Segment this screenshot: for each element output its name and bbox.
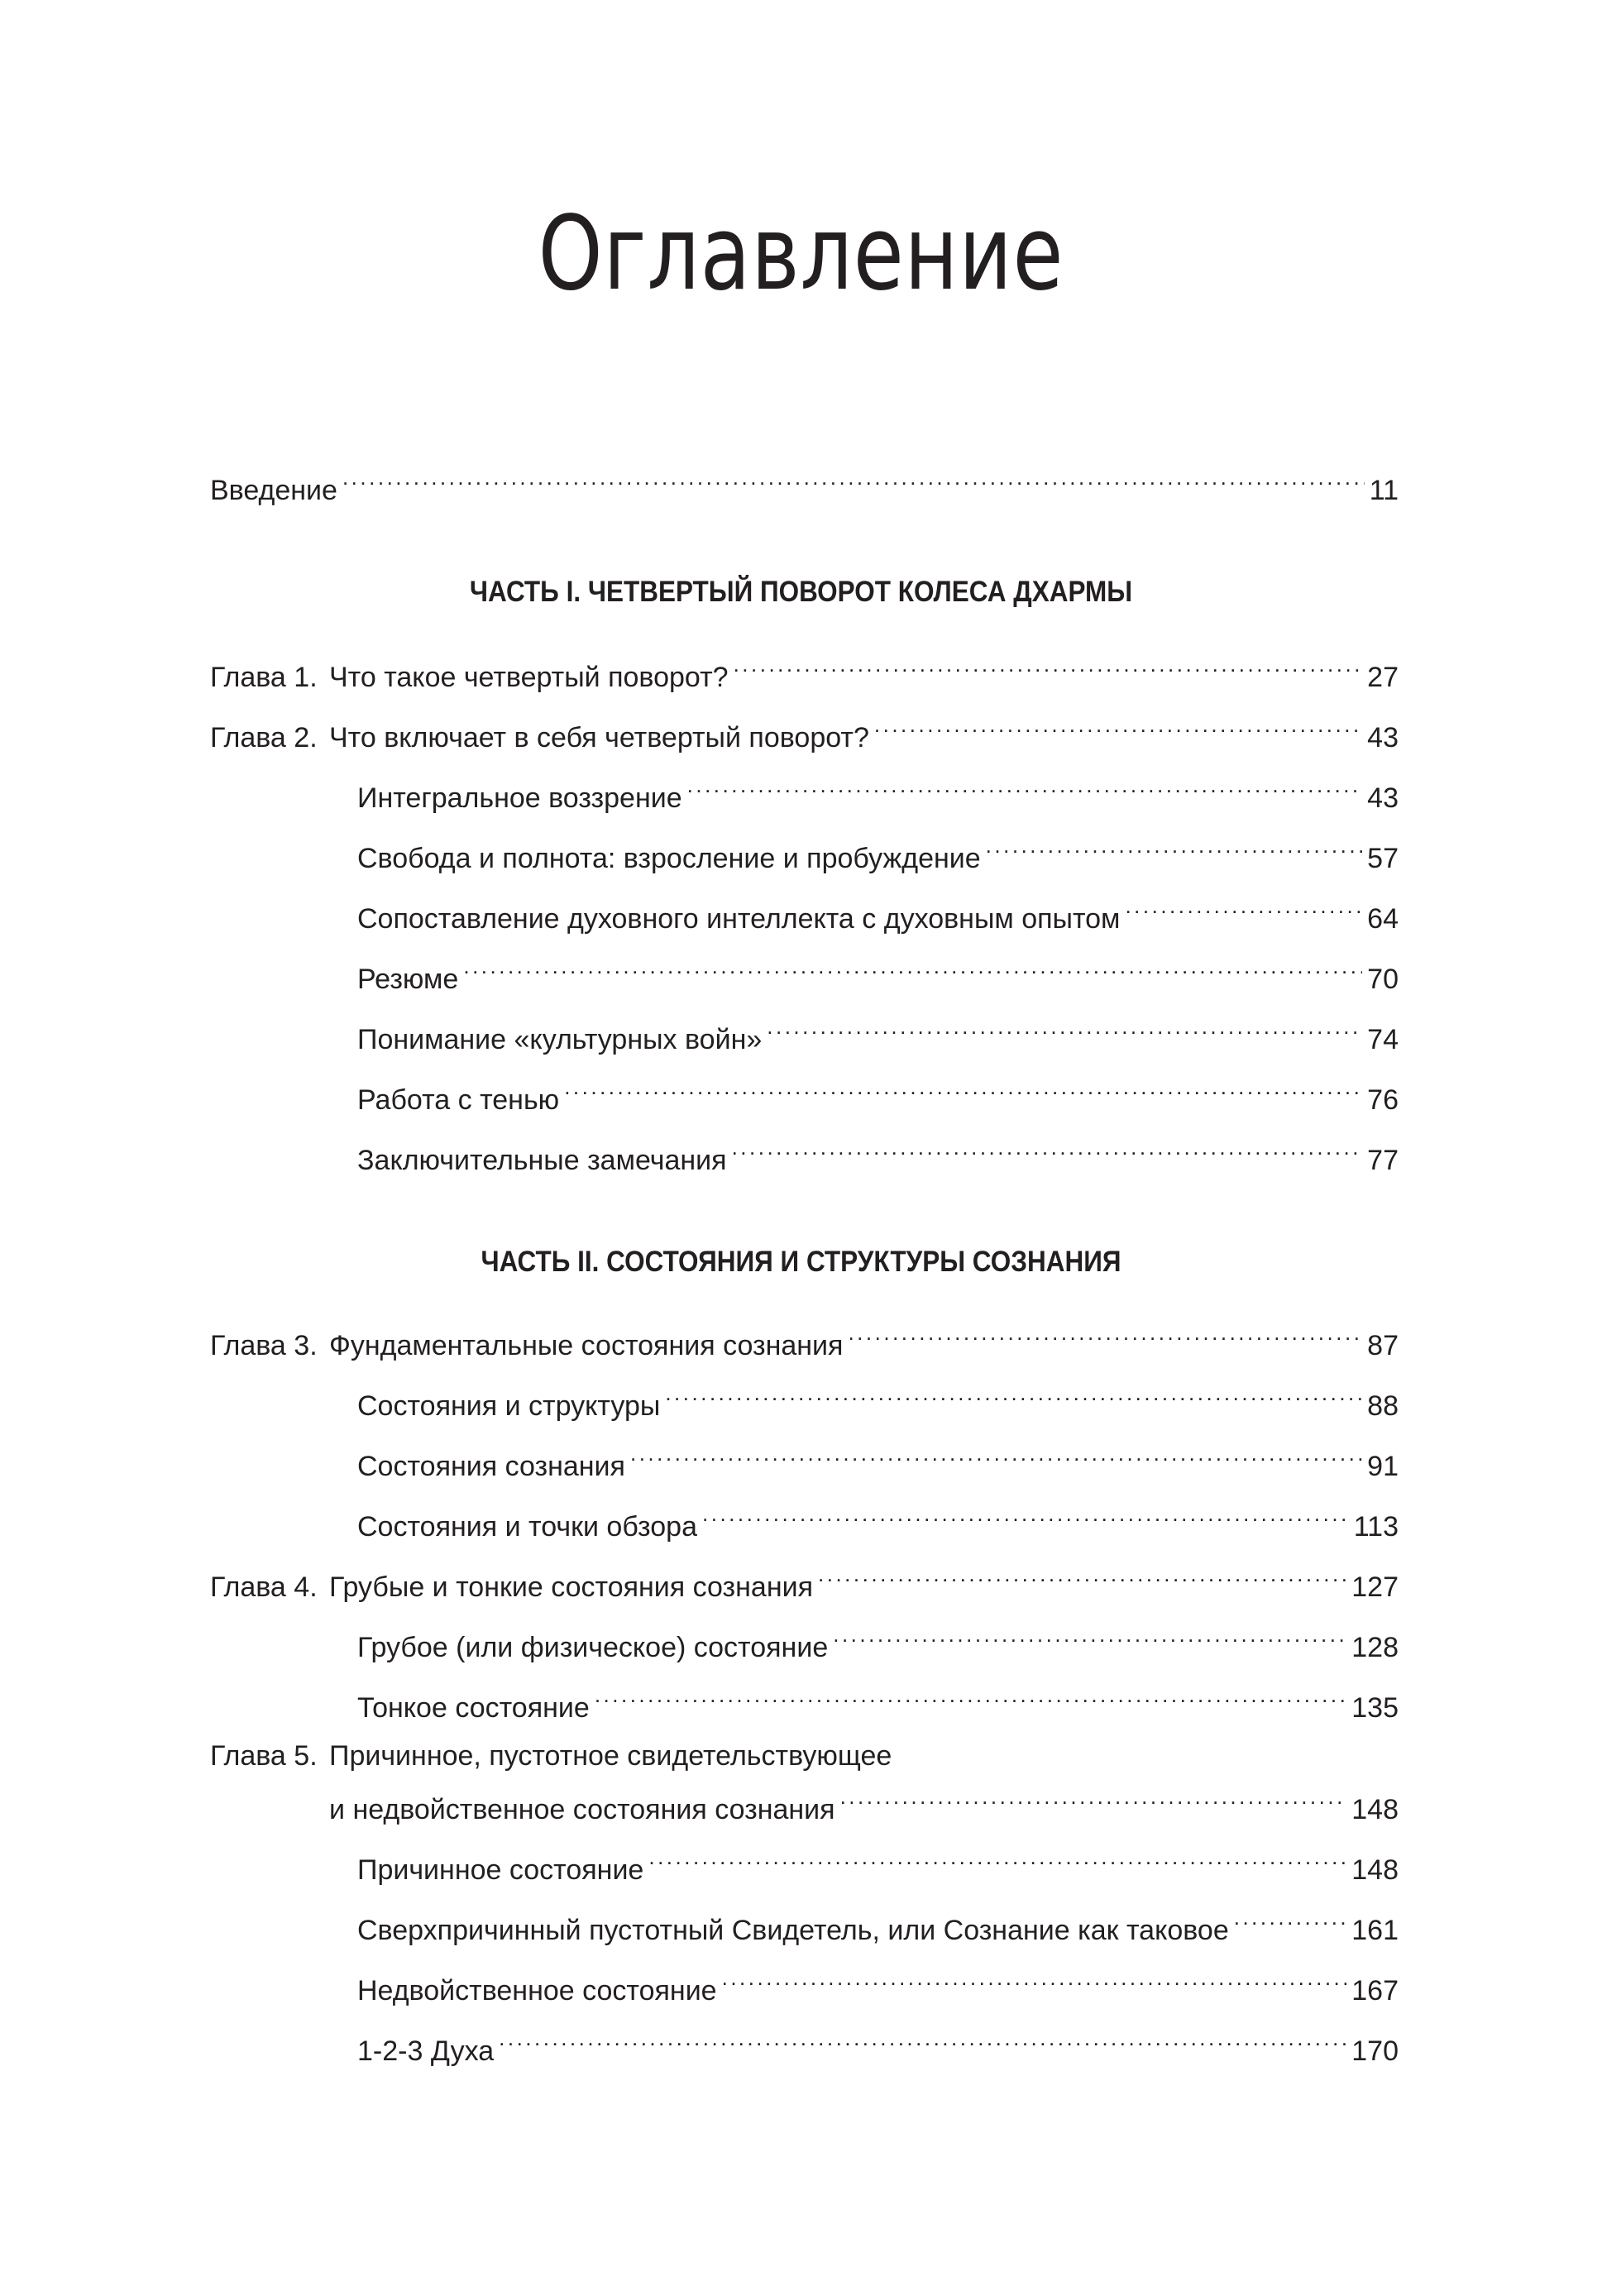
toc-entry-title: Работа с тенью	[357, 1084, 560, 1116]
toc-entry-title: Понимание «культурных войн»	[357, 1024, 763, 1055]
dot-leader	[595, 1674, 1346, 1717]
toc-section	[357, 764, 1399, 814]
toc-page-number: 64	[1367, 903, 1399, 935]
toc-section	[357, 1372, 1399, 1422]
toc-section	[357, 1836, 1399, 1886]
toc-page-number: 27	[1367, 662, 1399, 693]
toc-entry-chapter-5-continued	[329, 1776, 1399, 1825]
toc-entry-title: Что включает в себя четвертый поворот?	[329, 722, 869, 753]
toc-page-number: 128	[1351, 1632, 1399, 1663]
dot-leader	[1234, 1897, 1347, 1940]
toc-entry-title: Что такое четвертый поворот?	[329, 662, 729, 693]
toc-section	[357, 945, 1399, 995]
toc-section	[357, 1006, 1399, 1055]
toc-page-number: 113	[1353, 1511, 1399, 1543]
chapter-number: Глава 5.	[210, 1740, 318, 1772]
part-heading-1: ЧАСТЬ I. ЧЕТВЕРТЫЙ ПОВОРОТ КОЛЕСА ДХАРМЫ	[469, 576, 1133, 608]
toc-page-number: 148	[1351, 1794, 1399, 1825]
toc-entry-title: 1-2-3 Духа	[357, 2035, 495, 2067]
toc-entry-title: Состояния и структуры	[357, 1390, 661, 1422]
toc-entry-chapter-2	[210, 704, 1399, 753]
toc-page-number: 43	[1367, 782, 1399, 814]
toc-entry-title: Сопоставление духовного интеллекта с духовным опытом	[357, 903, 1121, 935]
toc-section	[357, 885, 1399, 935]
toc-entry-title: Причинное состояние	[357, 1854, 644, 1886]
toc-entry-title: Причинное, пустотное свидетельствующее	[329, 1740, 892, 1772]
toc-section	[357, 1066, 1399, 1116]
toc-entry-intro	[210, 457, 1399, 506]
dot-leader	[630, 1433, 1362, 1476]
toc-entry-title: Тонкое состояние	[357, 1692, 590, 1724]
toc-page-number: 76	[1367, 1084, 1399, 1116]
toc-section	[357, 1433, 1399, 1482]
dot-leader	[687, 764, 1363, 807]
toc-page-number: 77	[1367, 1145, 1399, 1176]
dot-leader	[463, 945, 1362, 988]
toc-section	[357, 1957, 1399, 2007]
toc-entry-title: Грубое (или физическое) состояние	[357, 1632, 829, 1663]
toc-page-number: 70	[1367, 964, 1399, 995]
toc-section	[357, 825, 1399, 874]
toc-page-number: 170	[1351, 2035, 1399, 2067]
dot-leader	[818, 1553, 1346, 1596]
dot-leader	[734, 643, 1363, 686]
toc-page-number: 43	[1367, 722, 1399, 753]
toc-entry-title: Резюме	[357, 964, 459, 995]
toc-entry-title: Состояния сознания	[357, 1451, 625, 1482]
chapter-number: Глава 3.	[210, 1330, 318, 1361]
toc-section	[357, 1897, 1399, 1946]
toc-entry-chapter-5	[210, 1734, 892, 1777]
toc-page-number: 57	[1367, 843, 1399, 874]
chapter-number: Глава 2.	[210, 722, 318, 753]
toc-page-number: 127	[1351, 1571, 1399, 1603]
toc-section	[357, 1126, 1399, 1176]
toc-page-number: 135	[1351, 1692, 1399, 1724]
toc-entry-title: Сверхпричинный пустотный Свидетель, или Сознание как таковое	[357, 1915, 1229, 1946]
toc-page-number: 148	[1351, 1854, 1399, 1886]
toc-section	[357, 1614, 1399, 1663]
toc-entry-chapter-3	[210, 1312, 1399, 1361]
toc-entry-chapter-1	[210, 643, 1399, 693]
toc-page-number: 11	[1369, 475, 1399, 506]
toc-entry-title: Интегральное воззрение	[357, 782, 682, 814]
dot-leader	[840, 1776, 1347, 1819]
dot-leader	[732, 1126, 1363, 1170]
toc-page-number: 161	[1351, 1915, 1399, 1946]
toc-entry-title: Введение	[210, 475, 337, 506]
dot-leader	[499, 2017, 1346, 2060]
chapter-number: Глава 4.	[210, 1571, 318, 1603]
dot-leader	[874, 704, 1362, 747]
toc-entry-chapter-4	[210, 1553, 1399, 1603]
dot-leader	[1125, 885, 1362, 928]
toc-section	[357, 2017, 1399, 2067]
chapter-number: Глава 1.	[210, 662, 318, 693]
toc-entry-title: Заключительные замечания	[357, 1145, 727, 1176]
toc-entry-title: Фундаментальные состояния сознания	[329, 1330, 844, 1361]
toc-page-number: 87	[1367, 1330, 1399, 1361]
dot-leader	[848, 1312, 1362, 1355]
toc-entry-title: Состояния и точки обзора	[357, 1511, 697, 1543]
page-title: Оглавление	[538, 194, 1064, 313]
toc-page-number: 88	[1367, 1390, 1399, 1422]
toc-section	[357, 1493, 1399, 1543]
part-heading-2: ЧАСТЬ II. СОСТОЯНИЯ И СТРУКТУРЫ СОЗНАНИЯ	[481, 1246, 1121, 1278]
toc-page-number: 167	[1351, 1975, 1399, 2007]
dot-leader	[702, 1493, 1349, 1536]
toc-entry-title: Грубые и тонкие состояния сознания	[329, 1571, 814, 1603]
toc-page-number: 74	[1367, 1024, 1399, 1055]
toc-section	[357, 1674, 1399, 1724]
toc-entry-title: Свобода и полнота: взросление и пробуждение	[357, 843, 981, 874]
dot-leader	[564, 1066, 1362, 1109]
toc-page-number: 91	[1367, 1451, 1399, 1482]
dot-leader	[648, 1836, 1346, 1879]
dot-leader	[986, 825, 1363, 868]
dot-leader	[665, 1372, 1362, 1415]
dot-leader	[833, 1614, 1346, 1657]
dot-leader	[767, 1006, 1362, 1049]
toc-entry-title: Недвойственное состояние	[357, 1975, 717, 2007]
dot-leader	[722, 1957, 1347, 2000]
dot-leader	[342, 457, 1365, 500]
toc-entry-title: и недвойственное состояния сознания	[329, 1794, 835, 1825]
